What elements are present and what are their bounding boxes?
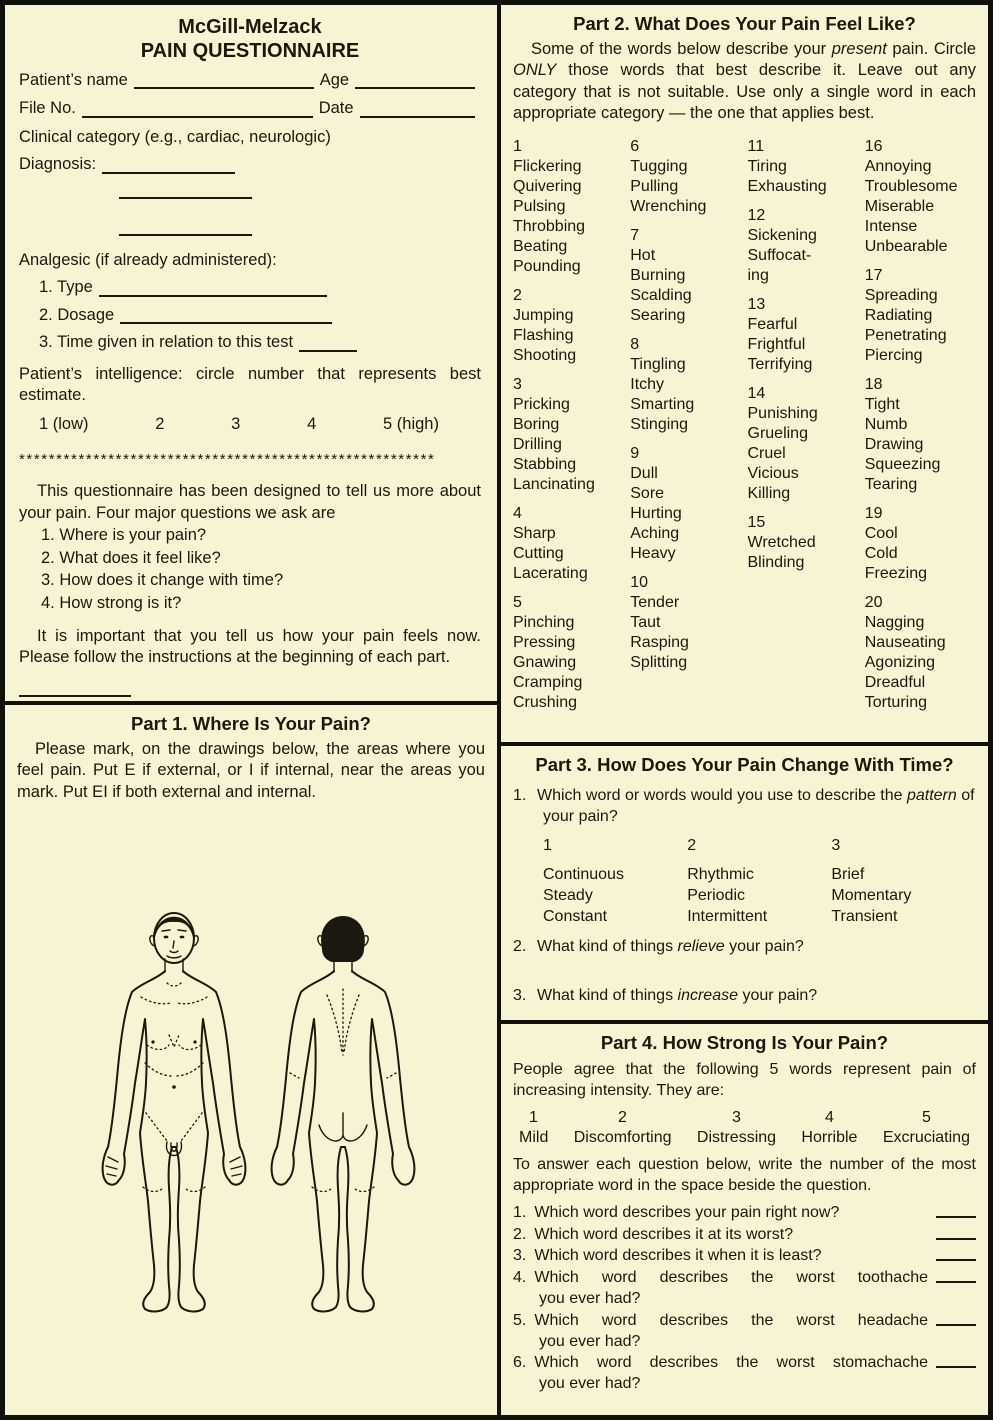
group-number: 20 — [864, 593, 883, 611]
pain-word[interactable]: Hurting — [630, 504, 682, 522]
scale-word: Discomforting — [573, 1129, 672, 1147]
group-number: 4 — [513, 504, 522, 522]
pain-word[interactable]: Jumping — [513, 306, 574, 324]
question-text — [513, 1268, 928, 1310]
intelligence-scale — [19, 406, 481, 435]
pain-word[interactable]: Itchy — [630, 375, 665, 393]
pain-descriptor-group — [513, 286, 630, 366]
part2-instructions — [501, 35, 988, 125]
pain-word[interactable]: Frightful — [747, 335, 806, 353]
form-title-line2: PAIN QUESTIONNAIRE — [140, 40, 360, 62]
scale-word-row — [519, 1128, 970, 1149]
pain-word[interactable]: Terrifying — [747, 355, 813, 373]
pain-word[interactable]: Pulling — [630, 177, 679, 195]
intelligence-scale-option[interactable]: 4 — [307, 415, 317, 434]
pain-word-column — [865, 137, 982, 722]
pain-word[interactable]: Cold — [864, 544, 898, 562]
text-segment: present — [831, 40, 887, 58]
answer-blank-line[interactable] — [936, 1353, 976, 1368]
pain-word[interactable]: Pounding — [513, 257, 581, 275]
file-no-label: File No. — [19, 99, 76, 118]
intelligence-scale-option[interactable]: 1 (low) — [39, 415, 89, 434]
question-line: 4. Which word describes the worst toothache — [513, 1269, 928, 1287]
group-number: 3 — [513, 375, 522, 393]
pain-descriptor-group — [513, 137, 630, 277]
text-segment: Some of the words below describe your — [531, 40, 832, 58]
question-number: 2. — [513, 938, 527, 956]
scale-word: Distressing — [696, 1129, 777, 1147]
pain-word-column — [748, 137, 865, 722]
analgesic-type-line[interactable] — [99, 282, 327, 297]
pain-descriptor-group — [865, 593, 982, 713]
text-segment: relieve — [677, 938, 725, 956]
pain-word[interactable]: Fearful — [747, 315, 798, 333]
pain-word[interactable]: Burning — [630, 266, 686, 284]
pain-word[interactable]: Nagging — [864, 613, 925, 631]
diagnosis-blank-line[interactable] — [119, 184, 252, 199]
pain-word[interactable]: Punishing — [747, 404, 818, 422]
pain-descriptor-group — [748, 206, 865, 286]
text-segment: pattern — [906, 787, 957, 804]
diagnosis-label: Diagnosis: — [19, 155, 97, 174]
body-figures-svg[interactable] — [16, 883, 486, 1328]
pattern-group — [687, 836, 831, 928]
pain-word[interactable]: Pricking — [513, 395, 570, 413]
pain-descriptor-group — [865, 137, 982, 257]
pain-descriptor-group — [513, 375, 630, 495]
pain-descriptor-group — [748, 137, 865, 197]
group-number: 13 — [747, 295, 766, 313]
analgesic-label: Analgesic (if already administered): — [19, 250, 277, 269]
question-line: 5. Which word describes the worst headache — [513, 1311, 928, 1329]
intelligence-scale-option[interactable]: 3 — [231, 415, 241, 434]
intro-question: 3. How does it change with time? — [41, 571, 284, 590]
scale-number-row — [519, 1108, 970, 1129]
pain-word[interactable]: Tearing — [864, 475, 918, 493]
pain-word[interactable]: Aching — [630, 524, 680, 542]
pain-word[interactable]: Taut — [630, 613, 661, 631]
group-number: 9 — [630, 444, 640, 462]
pain-word[interactable]: Annoying — [864, 157, 932, 175]
analgesic-time-line[interactable] — [299, 337, 357, 352]
pain-word[interactable]: Smarting — [630, 395, 695, 413]
question-row — [513, 1353, 976, 1395]
group-number: 5 — [513, 593, 522, 611]
text-segment: your pain? — [738, 987, 818, 1005]
group-number: 17 — [864, 266, 883, 284]
question-text — [537, 987, 817, 1004]
scale-number: 4 — [825, 1108, 834, 1126]
group-number: 2 — [687, 836, 697, 854]
question-line: 6. Which word describes the worst stomachache — [513, 1354, 928, 1372]
question-text — [513, 1225, 928, 1246]
body-figure-front[interactable] — [103, 913, 246, 1311]
group-number: 8 — [630, 335, 640, 353]
intro-paragraph-2: It is important that you tell us how your pain feels now. Please follow the instructions at the beginning of each part. — [19, 626, 481, 667]
pain-word[interactable]: Wrenching — [630, 197, 707, 215]
pain-descriptor-group — [748, 513, 865, 573]
question-text — [537, 938, 804, 955]
part4-intro: People agree that the following 5 words represent pain of increasing intensity. They are: — [513, 1061, 976, 1099]
pattern-word[interactable]: Rhythmic — [687, 866, 754, 884]
pain-word[interactable]: Flashing — [513, 326, 574, 344]
intro-question: 4. How strong is it? — [41, 593, 182, 612]
pattern-word[interactable]: Momentary — [831, 887, 912, 905]
pain-word[interactable]: Drawing — [864, 435, 924, 453]
pain-word[interactable]: Miserable — [864, 197, 935, 215]
patient-name-label: Patient’s name — [19, 71, 128, 89]
section-part3 — [501, 746, 988, 1020]
diagnosis-blank-line[interactable] — [119, 221, 252, 236]
pain-word[interactable]: Searing — [630, 306, 686, 324]
pain-word[interactable]: Suffocat- — [747, 246, 812, 264]
part4-questions — [513, 1203, 976, 1395]
group-number: 12 — [747, 206, 766, 224]
pain-word-column — [513, 137, 630, 722]
pain-word[interactable]: Squeezing — [864, 455, 941, 473]
text-segment: ONLY — [513, 61, 557, 80]
pain-descriptor-group — [513, 593, 630, 713]
body-figure-back[interactable] — [272, 916, 415, 1311]
diagnosis-line[interactable] — [102, 159, 235, 174]
pain-word[interactable]: Tight — [864, 395, 900, 413]
pain-word[interactable]: Pressing — [513, 633, 576, 651]
part4-note: To answer each question below, write the number of the most appropriate word in the space beside the question. — [513, 1156, 976, 1194]
pain-word[interactable]: Rasping — [630, 633, 689, 651]
age-line[interactable] — [355, 74, 475, 89]
pain-word[interactable]: Lancinating — [513, 475, 595, 493]
pain-word[interactable]: Scalding — [630, 286, 692, 304]
pain-word[interactable]: Freezing — [864, 564, 927, 582]
pain-word[interactable]: Pinching — [513, 613, 575, 631]
pain-word[interactable]: Piercing — [864, 346, 923, 364]
pain-descriptor-group — [630, 226, 747, 326]
answer-blank-line[interactable] — [936, 1203, 976, 1218]
scale-number: 5 — [922, 1108, 931, 1126]
group-number: 11 — [747, 137, 765, 155]
question-text — [513, 1353, 928, 1395]
pain-word[interactable]: Troublesome — [864, 177, 958, 195]
star-divider: ******************************************************** — [19, 450, 436, 468]
scale-number: 2 — [618, 1108, 627, 1126]
pattern-group — [543, 836, 687, 928]
pain-word[interactable]: Shooting — [513, 346, 577, 364]
part3-question-3 — [513, 986, 976, 1007]
pain-word[interactable]: Penetrating — [864, 326, 947, 344]
group-number: 1 — [513, 137, 522, 155]
pain-word[interactable]: Cramping — [513, 673, 583, 691]
question-line: you ever had? — [539, 1332, 641, 1350]
pain-descriptor-group — [748, 295, 865, 375]
pain-word[interactable]: Cruel — [747, 444, 786, 462]
scale-word: Mild — [519, 1129, 549, 1147]
pain-word[interactable]: Intense — [864, 217, 918, 235]
pain-intensity-scale — [513, 1102, 976, 1152]
pain-word[interactable]: Sickening — [747, 226, 817, 244]
answer-blank-line[interactable] — [936, 1246, 976, 1261]
pain-descriptor-group — [748, 384, 865, 504]
footnote-rule — [19, 695, 131, 697]
text-segment: What kind of things — [537, 938, 678, 956]
part3-question-1 — [513, 786, 976, 828]
question-line: 2. Which word describes it at its worst? — [513, 1225, 794, 1243]
pain-word[interactable]: Nauseating — [864, 633, 946, 651]
pain-word[interactable]: Stabbing — [513, 455, 577, 473]
question-row — [513, 1311, 976, 1353]
section-admin-header — [5, 5, 497, 701]
pain-word[interactable]: Heavy — [630, 544, 676, 562]
age-label: Age — [319, 71, 350, 89]
part3-question-2 — [513, 937, 976, 958]
group-number: 15 — [747, 513, 766, 531]
intelligence-label: Patient’s intelligence: circle number that represents best estimate. — [19, 364, 481, 404]
text-segment: pain. Circle — [886, 40, 976, 58]
pain-word[interactable]: Stinging — [630, 415, 689, 433]
section-part4 — [501, 1024, 988, 1415]
date-label: Date — [318, 99, 354, 118]
scale-number: 1 — [529, 1108, 538, 1126]
group-number: 16 — [864, 137, 883, 155]
intro-question: 2. What does it feel like? — [41, 548, 221, 567]
pain-word[interactable]: Tender — [630, 593, 680, 611]
pain-word[interactable]: Numb — [864, 415, 908, 433]
question-row — [513, 1203, 976, 1224]
question-number: 3. — [513, 987, 527, 1005]
pain-word[interactable]: Quivering — [513, 177, 582, 195]
pain-word[interactable]: Boring — [513, 415, 560, 433]
pattern-word[interactable]: Constant — [543, 908, 608, 926]
pattern-word[interactable]: Periodic — [687, 887, 745, 905]
pain-word[interactable]: ing — [747, 266, 769, 284]
pain-word-columns — [501, 125, 988, 722]
text-segment: What kind of things — [537, 987, 678, 1005]
body-diagram[interactable] — [5, 883, 497, 1333]
analgesic-dosage-line[interactable] — [120, 309, 332, 324]
pattern-word[interactable]: Intermittent — [687, 908, 768, 926]
question-text — [513, 1311, 928, 1353]
clinical-category-label: Clinical category (e.g., cardiac, neurologic) — [19, 127, 331, 146]
pain-word[interactable]: Unbearable — [864, 237, 948, 255]
intelligence-scale-option[interactable]: 2 — [155, 415, 165, 434]
scale-word: Horrible — [801, 1129, 858, 1147]
date-line[interactable] — [360, 103, 475, 118]
pain-word[interactable]: Tugging — [630, 157, 688, 175]
pattern-word[interactable]: Steady — [543, 887, 593, 905]
question-number: 1. — [513, 787, 527, 804]
pain-pattern-options — [513, 828, 976, 932]
pain-word[interactable]: Splitting — [630, 653, 688, 671]
group-number: 3 — [831, 836, 841, 854]
scale-number: 3 — [732, 1108, 741, 1126]
pain-word[interactable]: Sharp — [513, 524, 556, 542]
question-row — [513, 1246, 976, 1267]
group-number: 7 — [630, 226, 640, 244]
pattern-group — [831, 836, 975, 928]
text-segment: Which word or words would you use to describe the — [537, 787, 907, 804]
group-number: 2 — [513, 286, 522, 304]
answer-blank-line[interactable] — [936, 1311, 976, 1326]
question-text — [513, 1246, 928, 1267]
pain-word[interactable]: Drilling — [513, 435, 562, 453]
pain-word[interactable]: Sore — [630, 484, 665, 502]
analgesic-time-label: 3. Time given in relation to this test — [39, 333, 294, 352]
pattern-word[interactable]: Continuous — [543, 866, 624, 884]
group-number: 6 — [630, 137, 640, 155]
pain-word[interactable]: Spreading — [864, 286, 938, 304]
pain-word[interactable]: Cool — [864, 524, 898, 542]
pattern-word[interactable]: Transient — [831, 908, 898, 926]
intro-question: 1. Where is your pain? — [41, 526, 207, 545]
pain-word[interactable]: Agonizing — [864, 653, 936, 671]
pain-word[interactable]: Pulsing — [513, 197, 566, 215]
pain-word[interactable]: Beating — [513, 237, 568, 255]
file-no-line[interactable] — [82, 103, 313, 118]
pain-word[interactable]: Throbbing — [513, 217, 586, 235]
pain-word[interactable]: Torturing — [864, 693, 927, 711]
pain-word[interactable]: Hot — [630, 246, 656, 264]
text-segment: increase — [677, 987, 738, 1005]
question-row — [513, 1268, 976, 1310]
pain-descriptor-group — [630, 573, 747, 673]
pain-descriptor-group — [630, 137, 747, 217]
pain-word[interactable]: Dull — [630, 464, 658, 482]
intelligence-scale-option[interactable]: 5 (high) — [383, 415, 439, 434]
question-line: 1. Which word describes your pain right now? — [513, 1203, 840, 1221]
answer-blank-line[interactable] — [936, 1268, 976, 1283]
group-number: 10 — [630, 573, 649, 591]
pain-word[interactable]: Crushing — [513, 693, 578, 711]
group-number: 18 — [864, 375, 883, 393]
form-title-line1: McGill-Melzack — [178, 16, 322, 38]
analgesic-type-label: 1. Type — [39, 278, 93, 297]
pain-descriptor-group — [865, 375, 982, 495]
text-segment: of your pain? — [543, 787, 975, 825]
section-part2 — [501, 5, 988, 742]
part1-instructions: Please mark, on the drawings below, the areas where you feel pain. Put E if external, or I if internal, near the areas you mark. Put EI if both external and internal. — [17, 740, 485, 801]
pattern-word[interactable]: Brief — [831, 866, 865, 884]
pain-word[interactable]: Flickering — [513, 157, 582, 175]
pain-word[interactable]: Grueling — [747, 424, 808, 442]
analgesic-dosage-label: 2. Dosage — [39, 305, 115, 324]
text-segment: those words that best describe it. Leave out any category that is not suitable. Use only a single word in each appropriate category — the one that applies best. — [513, 61, 976, 123]
pain-word[interactable]: Tingling — [630, 355, 686, 373]
part4-title: Part 4. How Strong Is Your Pain? — [600, 1032, 889, 1053]
question-row — [513, 1225, 976, 1246]
pain-descriptor-group — [865, 266, 982, 366]
question-text — [537, 787, 975, 825]
part3-title: Part 3. How Does Your Pain Change With Time? — [535, 754, 954, 775]
group-number: 19 — [864, 504, 883, 522]
pain-descriptor-group — [513, 504, 630, 584]
pain-word[interactable]: Radiating — [864, 306, 933, 324]
scale-word: Excruciating — [882, 1129, 970, 1147]
part1-title: Part 1. Where Is Your Pain? — [131, 713, 371, 734]
intro-paragraph-1: This questionnaire has been designed to tell us more about your pain. Four major questions we ask are — [19, 482, 481, 522]
part2-title: Part 2. What Does Your Pain Feel Like? — [573, 13, 916, 34]
patient-name-line[interactable] — [134, 74, 314, 89]
pain-word[interactable]: Wretched — [747, 533, 816, 551]
pain-descriptor-group — [630, 335, 747, 435]
pain-word-column — [630, 137, 747, 722]
question-text — [513, 1203, 928, 1224]
text-segment: your pain? — [724, 938, 804, 956]
section-part1 — [5, 705, 497, 1415]
group-number: 1 — [543, 836, 552, 854]
pain-word[interactable]: Killing — [747, 484, 791, 502]
pain-word[interactable]: Exhausting — [747, 177, 827, 195]
question-line: you ever had? — [539, 1375, 641, 1393]
pain-descriptor-group — [865, 504, 982, 584]
pain-word[interactable]: Dreadful — [864, 673, 926, 691]
pain-word[interactable]: Gnawing — [513, 653, 577, 671]
pain-word[interactable]: Blinding — [747, 553, 805, 571]
answer-blank-line[interactable] — [936, 1225, 976, 1240]
question-line: you ever had? — [539, 1289, 641, 1307]
group-number: 14 — [747, 384, 766, 402]
pain-word[interactable]: Vicious — [747, 464, 799, 482]
pain-word[interactable]: Cutting — [513, 544, 564, 562]
pain-word[interactable]: Tiring — [747, 157, 787, 175]
pain-descriptor-group — [630, 444, 747, 564]
question-line: 3. Which word describes it when it is least? — [513, 1247, 822, 1265]
pain-word[interactable]: Lacerating — [513, 564, 588, 582]
